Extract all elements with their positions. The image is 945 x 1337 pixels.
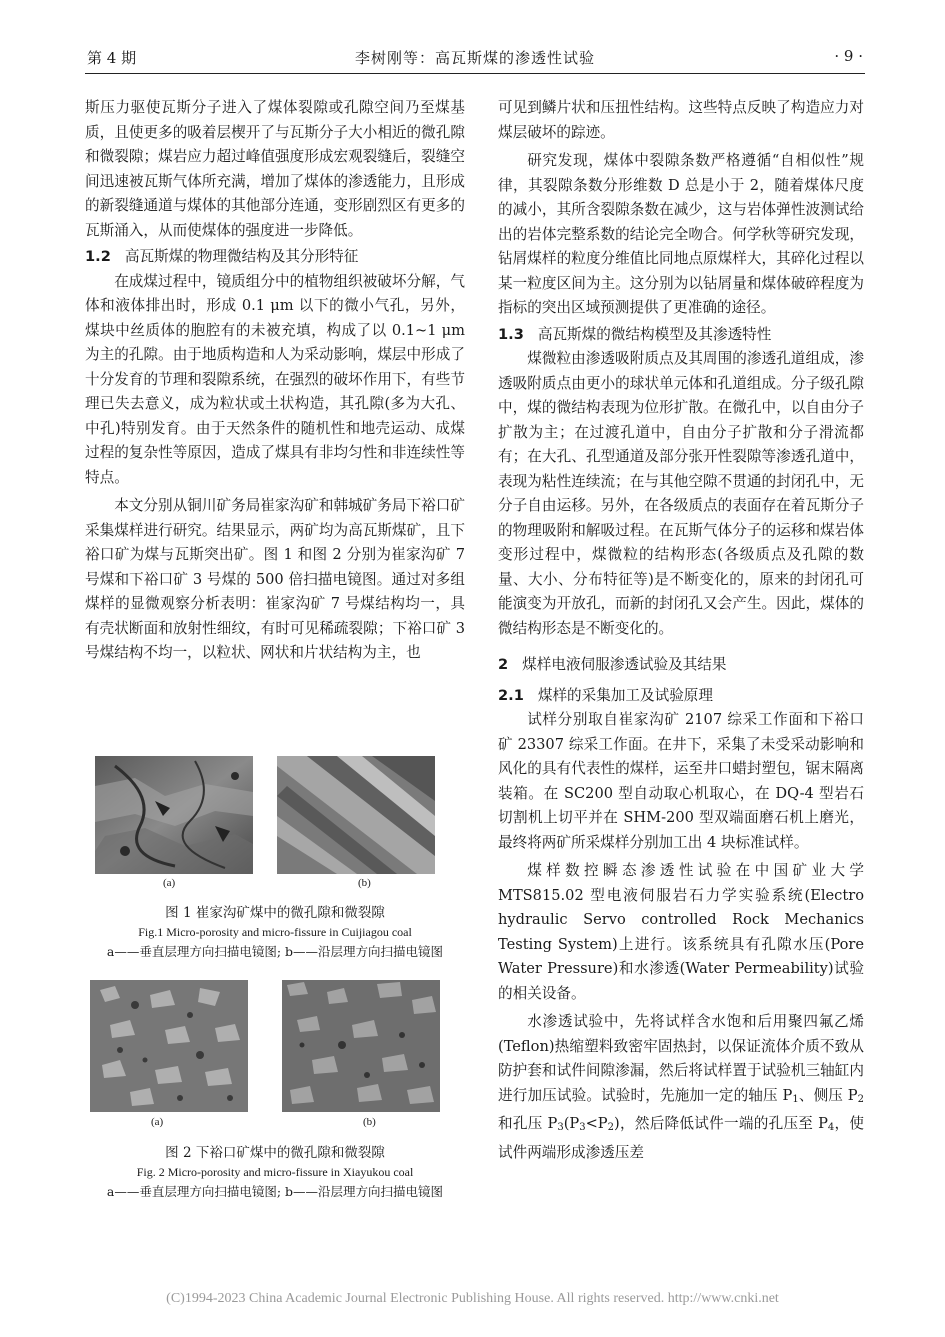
text-run: 水渗透试验中，先将试样含水饱和后用聚四氟乙烯(Teflon)热缩塑料致密牢固热封，以保证流体介质不致从防护套和试件间隙渗漏，然后将试样置于试验机三轴缸内进行加压试验。试验时，先施加一定的轴压 P <box>498 1013 864 1104</box>
section-number: 2.1 <box>498 686 524 704</box>
section-heading-2-1 <box>498 684 864 709</box>
subfigure-label-a: (a) <box>151 1116 164 1128</box>
figure-1-caption <box>85 904 465 961</box>
subscript: 2 <box>857 1093 864 1105</box>
paragraph: 煤样数控瞬态渗透性试验在中国矿业大学 MTS815.02 型电液伺服岩石力学实验系统(Electro hydraulic Servo controlled Rock Mechanics Testing System)上进行。该系统具有孔隙水压(Pore Water Pressure)和水渗透(Water Permeability)试验的相关设备。 <box>498 862 864 1002</box>
paragraph: 试样分别取自崔家沟矿 2107 综采工作面和下裕口矿 23307 综采工作面。在井下，采集了未受采动影响和风化的具有代表性的煤样，运至井口蜡封塑包，锯末隔离装箱。在 SC200 型自动取心机取心，在 DQ-4 型岩石切割机上切平并在 SHM-200 型双端面磨石机上磨光，最终将两矿所采煤样分别加工出 4 块标准试样。 <box>498 711 864 851</box>
text-run: <P <box>585 1115 608 1132</box>
figure-2-caption <box>85 1144 465 1201</box>
section-heading-1-3 <box>498 323 864 348</box>
section-heading-1-2 <box>85 245 465 270</box>
paragraph: 斯压力驱使瓦斯分子进入了煤体裂隙或孔隙空间乃至煤基质，且使更多的吸着层楔开了与瓦斯分子大小相近的微孔隙和微裂隙；煤岩应力超过峰值强度形成宏观裂缝后，裂缝空间迅速被瓦斯气体所充满，增加了煤体的渗透能力，且形成的新裂缝通道与煤体的其他部分连通，变形剧烈区有更多的瓦斯涌入，从而使煤体的强度进一步降低。 <box>85 99 465 239</box>
section-number: 2 <box>498 656 509 673</box>
paragraph: 本文分别从铜川矿务局崔家沟矿和韩城矿务局下裕口矿采集煤样进行研究。结果显示，两矿均为高瓦斯煤矿，且下裕口矿为煤与瓦斯突出矿。图 1 和图 2 分别为崔家沟矿 7 号煤和下裕口矿 3 号煤的 500 倍扫描电镜图。通过对多组煤样的显微观察分析表明：崔家沟矿 7 号煤结构均一，具有壳状断面和放射性细纹，有时可见稀疏裂隙；下裕口矿 3 号煤结构不均一，以粒状、网状和片状结构为主，也 <box>85 497 465 661</box>
text-run: 、侧压 P <box>798 1086 858 1104</box>
running-header <box>87 44 863 72</box>
sem-image-2a <box>90 980 248 1112</box>
caption-chinese: 图 1 崔家沟矿煤中的微孔隙和微裂隙 <box>165 905 385 921</box>
sem-image-1a <box>95 756 253 874</box>
right-column <box>498 96 864 1165</box>
section-title: 高瓦斯煤的物理微结构及其分形特征 <box>124 248 359 265</box>
paragraph <box>498 1010 864 1165</box>
subscript: 2 <box>607 1122 615 1133</box>
section-number: 1.2 <box>85 248 111 265</box>
paragraph: 煤微粒由渗透吸附质点及其周围的渗透孔道组成，渗透吸附质点由更小的球状单元体和孔道组成。分子级孔隙中，煤的微结构表现为位形扩散。在微孔中，以自由分子扩散为主；在过渡孔道中，自由分子扩散和分子滑流都有；在大孔、孔型通道及部分张开性裂隙等渗透孔道中，表现为粘性连续流；在与其他空隙不贯通的封闭孔中，无分子自由运移。另外，在各级质点的表面存在着瓦斯分子的物理吸附和解吸过程。在瓦斯气体分子的运移和煤岩体变形过程中，煤微粒的结构形态(各级质点及孔隙的数量、大小、分布特征等)是不断变化的，原来的封闭孔可能演变为开放孔，而新的封闭孔又会产生。因此，煤体的微结构形态是不断变化的。 <box>498 350 864 637</box>
text-run: 和孔压 P <box>498 1115 558 1132</box>
subfigure-label-b: (b) <box>358 877 371 889</box>
section-title: 煤样电液伺服渗透试验及其结果 <box>522 656 727 673</box>
caption-chinese: 图 2 下裕口矿煤中的微孔隙和微裂隙 <box>165 1145 385 1161</box>
copyright-footer: (C)1994-2023 China Academic Journal Electronic Publishing House. All rights reserved. http://www.cnki.net <box>166 1291 779 1306</box>
running-title: 李树刚等：高瓦斯煤的渗透性试验 <box>354 49 595 67</box>
text-run: )，然后降低试件一端的孔压至 P <box>614 1115 828 1132</box>
section-heading-2 <box>498 653 864 678</box>
subscript: 3 <box>557 1122 564 1133</box>
subfigure-label-a: (a) <box>163 877 176 889</box>
left-column <box>85 96 465 666</box>
page-number: · 9 · <box>834 47 863 65</box>
text-run: (P <box>563 1115 580 1132</box>
paragraph: 在成煤过程中，镜质组分中的植物组织被破坏分解，气体和液体排出时，形成 0.1 μm 以下的微小气孔，另外，煤块中丝质体的胞腔有的未被充填，构成了以 0.1~1 μm 为主的孔隙。由于地质构造和人为采动影响，煤层中形成了十分发育的节理和裂隙系统，在强烈的破坏作用下，有些节理已失去意义，成为粒状或土状构造，其孔隙(多为大孔、中孔)特别发育。由于天然条件的随机性和地壳运动、成煤过程的复杂性等原因，造成了煤具有非均匀性和非连续性等特点。 <box>85 272 465 486</box>
subscript: 1 <box>792 1093 799 1105</box>
paragraph: 可见到鳞片状和压扭性结构。这些特点反映了构造应力对煤层破坏的踪迹。 <box>498 99 864 141</box>
sem-image-2b <box>282 980 440 1112</box>
caption-legend: a——垂直层理方向扫描电镜图; b——沿层理方向扫描电镜图 <box>106 1184 444 1199</box>
caption-legend: a——垂直层理方向扫描电镜图; b——沿层理方向扫描电镜图 <box>106 944 444 959</box>
section-title: 高瓦斯煤的微结构模型及其渗透特性 <box>537 325 772 343</box>
caption-english: Fig.1 Micro-porosity and micro-fissure in Cuijiagou coal <box>138 925 412 939</box>
section-number: 1.3 <box>498 325 524 343</box>
caption-english: Fig. 2 Micro-porosity and micro-fissure in Xiayukou coal <box>136 1165 414 1179</box>
subfigure-label-b: (b) <box>363 1116 376 1128</box>
header-rule <box>85 73 865 74</box>
sem-image-1b <box>277 756 435 874</box>
figure-2 <box>85 980 465 1200</box>
text-run: ，使试件两端形成渗透压差 <box>498 1115 864 1161</box>
paragraph: 研究发现，煤体中裂隙条数严格遵循“自相似性”规律，其裂隙条数分形维数 D 总是小于 2，随着煤体尺度的减小，其所含裂隙条数在减少，这与岩体弹性波测试给出的岩体完整系数的结论完全吻合。何学秋等研究发现，钻屑煤样的粒度分维值比同地点原煤样大，其碎化过程以某一粒度区间为主。这分别为以钻屑量和煤体破碎程度为指标的突出区域预测提供了更准确的途径。 <box>498 152 864 316</box>
subscript: 3 <box>579 1122 586 1133</box>
issue-number: 第 4 期 <box>87 49 137 67</box>
section-title: 煤样的采集加工及试验原理 <box>537 686 713 704</box>
subscript: 4 <box>827 1122 835 1133</box>
figure-1 <box>85 756 465 959</box>
